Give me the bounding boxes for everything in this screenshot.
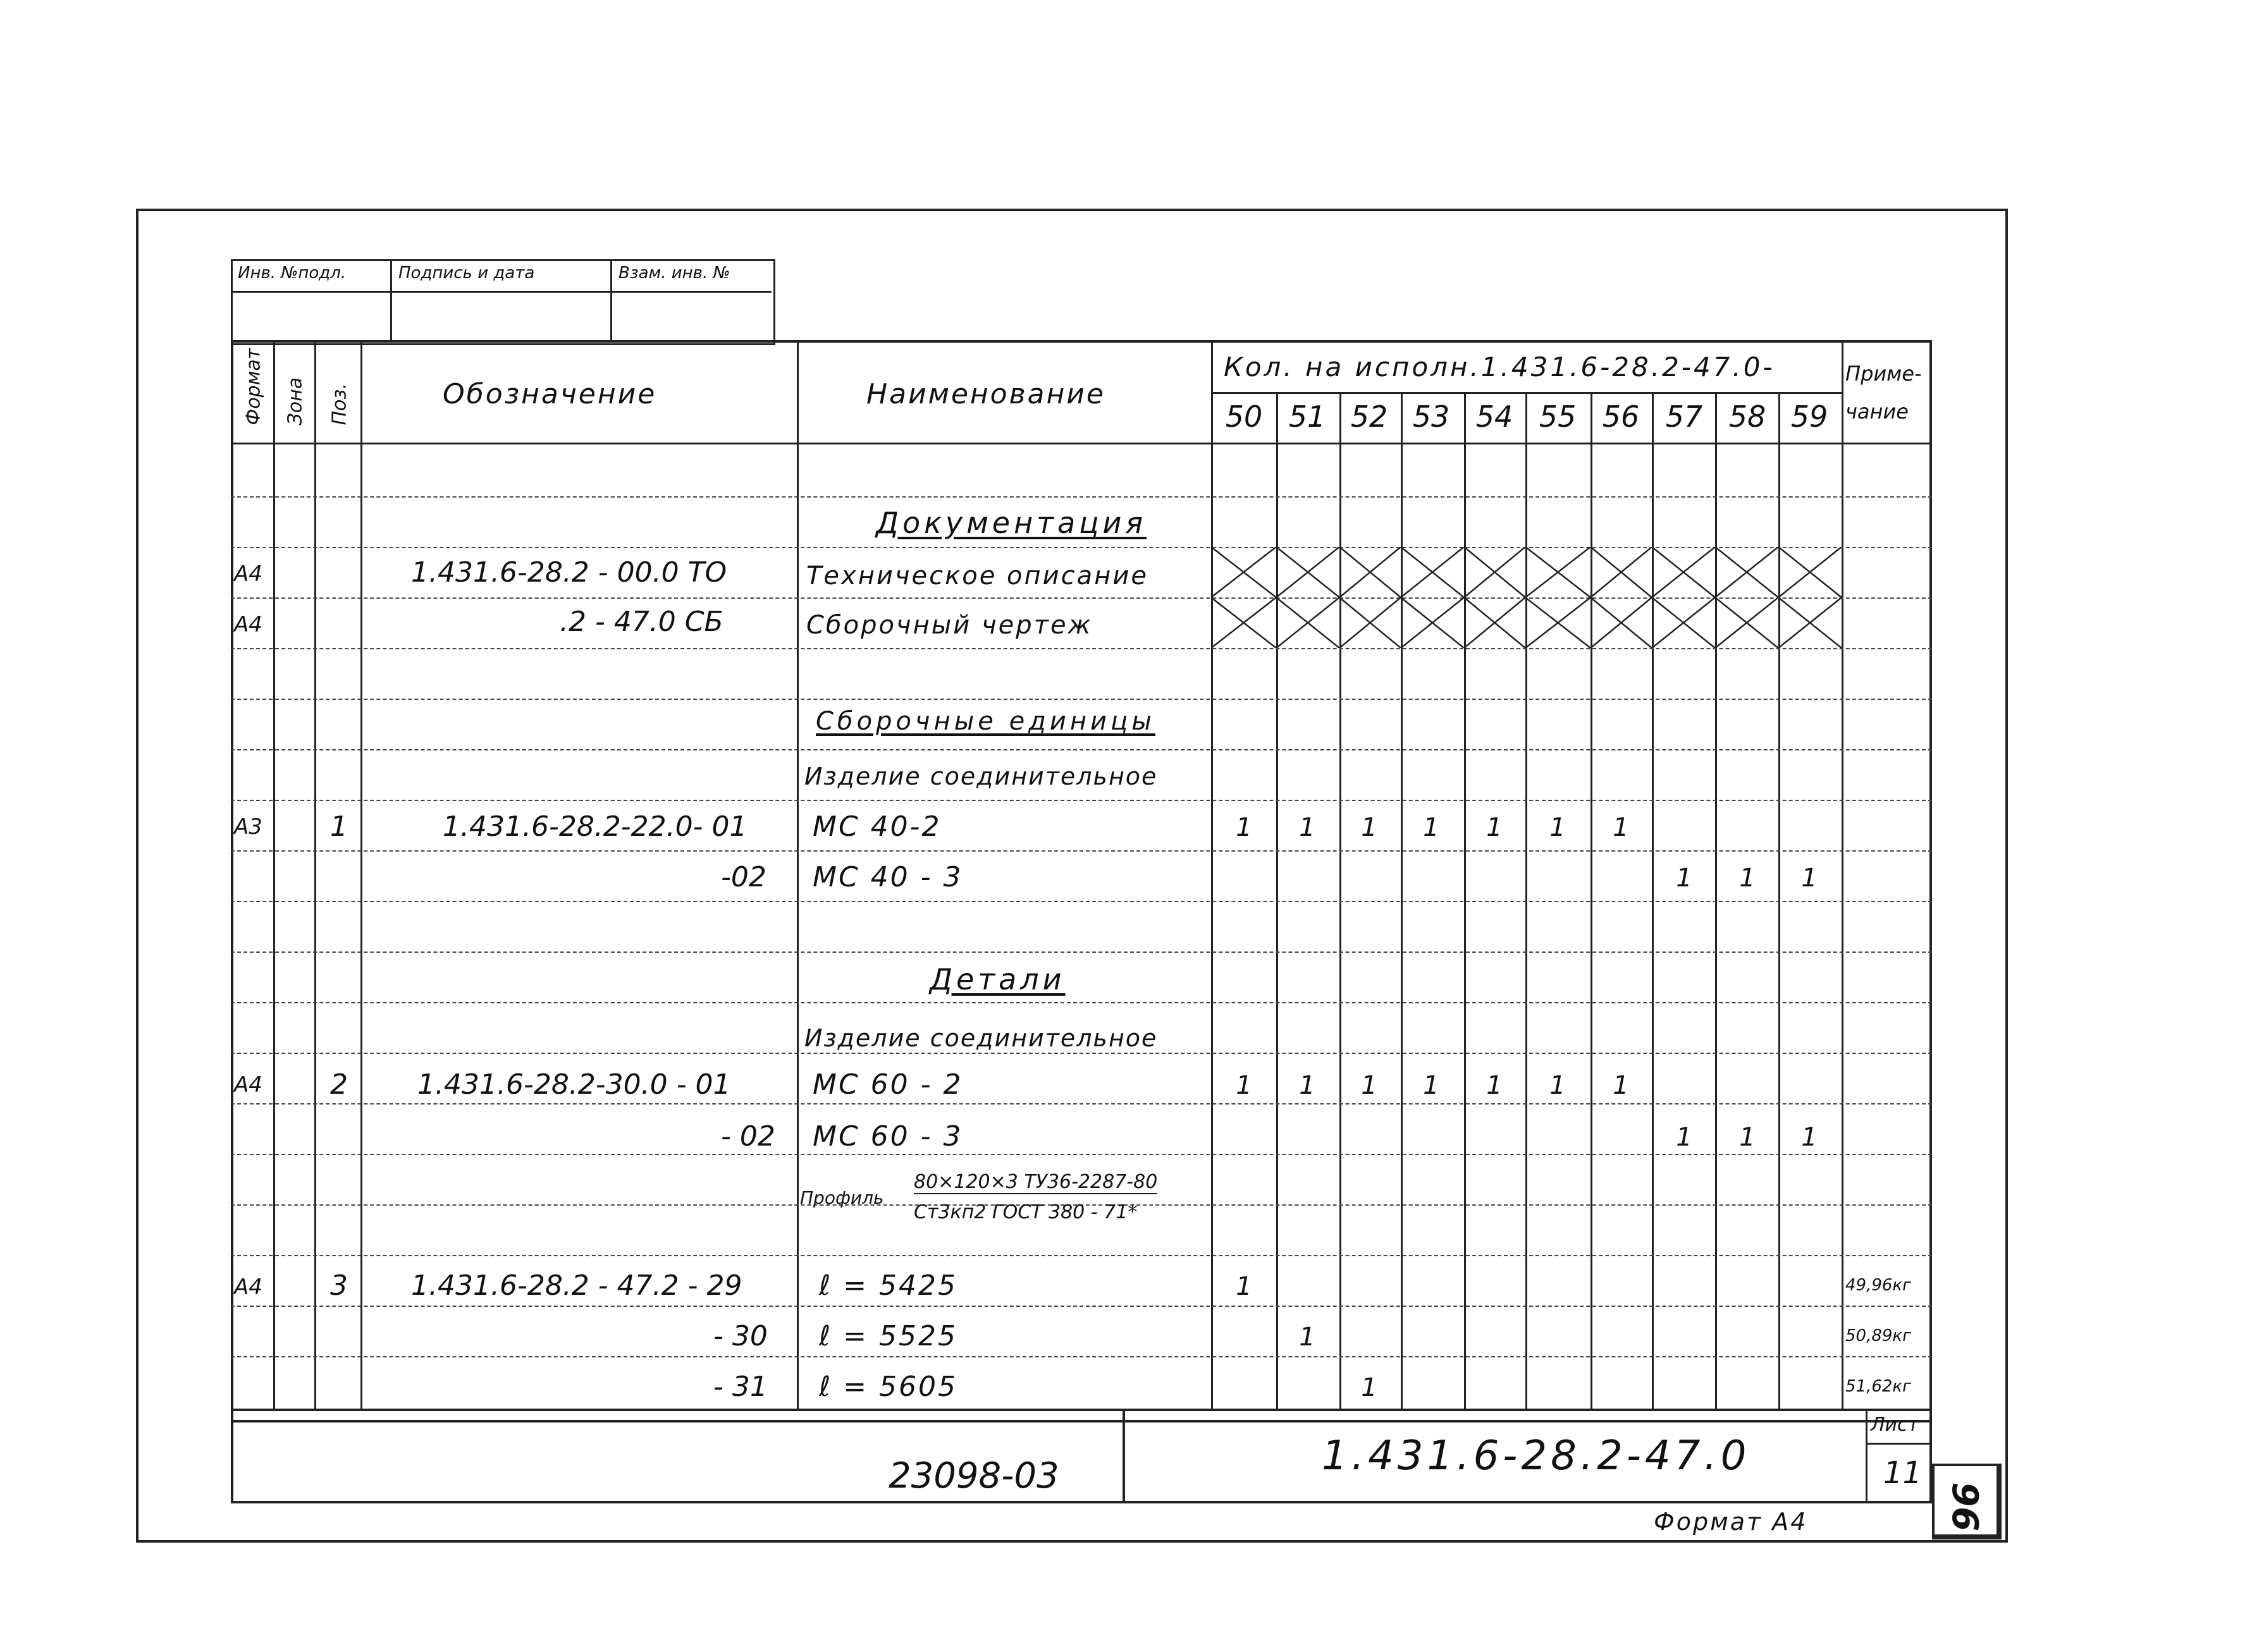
asm1-qty-52: 1 bbox=[1361, 813, 1377, 842]
variant-50: 50 bbox=[1225, 400, 1263, 434]
header-designation: Обозначение bbox=[443, 378, 657, 410]
det1-name: МС 60 - 2 bbox=[813, 1068, 963, 1101]
stamp-sign-label: Подпись и дата bbox=[398, 264, 535, 283]
header-zone: Зона bbox=[284, 377, 307, 425]
part3-qty-52: 1 bbox=[1361, 1373, 1377, 1402]
doc1-format: А4 bbox=[234, 561, 262, 587]
det2-designation: - 02 bbox=[721, 1120, 775, 1153]
asm2-designation: -02 bbox=[721, 861, 766, 893]
section-details: Детали bbox=[930, 962, 1066, 996]
part2-note: 50,89кг bbox=[1845, 1326, 1911, 1345]
footer-format: Формат А4 bbox=[1654, 1508, 1808, 1536]
doc2-format: А4 bbox=[234, 612, 262, 637]
asm1-pos: 1 bbox=[330, 811, 348, 843]
stamp-vzam-label: Взам. инв. № bbox=[618, 264, 730, 283]
variant-55: 55 bbox=[1539, 400, 1577, 434]
part2-designation: - 30 bbox=[713, 1320, 768, 1352]
stamp-block bbox=[231, 259, 775, 345]
asm2-qty-57: 1 bbox=[1676, 864, 1692, 893]
header-note-top: Приме- bbox=[1845, 362, 1922, 386]
doc-crosshatch bbox=[1211, 547, 1842, 648]
header-name: Наименование bbox=[866, 378, 1105, 410]
det1-qty-54: 1 bbox=[1486, 1071, 1503, 1100]
variant-56: 56 bbox=[1602, 400, 1640, 434]
section-documentation: Документация bbox=[876, 506, 1147, 540]
part3-name: ℓ = 5605 bbox=[819, 1371, 957, 1403]
det2-qty-59: 1 bbox=[1801, 1123, 1818, 1152]
det1-qty-53: 1 bbox=[1423, 1071, 1439, 1100]
doc2-designation: .2 - 47.0 СБ bbox=[560, 606, 723, 638]
variant-51: 51 bbox=[1288, 400, 1326, 434]
header-qty-caption: Кол. на исполн.1.431.6-28.2-47.0- bbox=[1224, 352, 1775, 382]
profile-bottom: Ст3кп2 ГОСТ 380 - 71* bbox=[914, 1201, 1138, 1223]
variant-58: 58 bbox=[1728, 400, 1766, 434]
det1-qty-52: 1 bbox=[1361, 1071, 1377, 1100]
det1-pos: 2 bbox=[330, 1068, 348, 1101]
profile-top: 80×120×3 ТУ36-2287-80 bbox=[914, 1171, 1158, 1193]
part2-name: ℓ = 5525 bbox=[819, 1320, 957, 1352]
det2-name: МС 60 - 3 bbox=[813, 1120, 963, 1153]
page-stamp: 96 bbox=[1946, 1482, 1988, 1532]
det1-qty-51: 1 bbox=[1299, 1071, 1315, 1100]
det1-qty-56: 1 bbox=[1613, 1071, 1629, 1100]
variant-53: 53 bbox=[1412, 400, 1450, 434]
det2-qty-57: 1 bbox=[1676, 1123, 1692, 1152]
asm1-designation: 1.431.6-28.2-22.0- 01 bbox=[443, 811, 748, 843]
part1-format: А4 bbox=[234, 1275, 262, 1300]
doc1-name: Техническое описание bbox=[806, 561, 1148, 590]
asm1-qty-53: 1 bbox=[1423, 813, 1439, 842]
part1-name: ℓ = 5425 bbox=[819, 1270, 957, 1302]
det1-qty-55: 1 bbox=[1549, 1071, 1566, 1100]
det-caption: Изделие соединительное bbox=[804, 1024, 1158, 1052]
doc1-designation: 1.431.6-28.2 - 00.0 ТО bbox=[411, 556, 727, 589]
det1-format: А4 bbox=[234, 1072, 262, 1098]
variant-54: 54 bbox=[1475, 400, 1513, 434]
stamp-inv-label: Инв. №подл. bbox=[238, 264, 347, 283]
footer-sheet-label: Лист bbox=[1871, 1414, 1919, 1436]
header-format: Формат bbox=[242, 348, 265, 425]
variant-59: 59 bbox=[1790, 400, 1828, 434]
profile-label: Профиль bbox=[800, 1187, 884, 1208]
header-pos: Поз. bbox=[328, 383, 351, 425]
asm1-qty-55: 1 bbox=[1549, 813, 1566, 842]
asm1-format: А3 bbox=[234, 814, 262, 840]
part1-note: 49,96кг bbox=[1845, 1276, 1911, 1295]
part1-designation: 1.431.6-28.2 - 47.2 - 29 bbox=[411, 1270, 742, 1302]
det2-qty-58: 1 bbox=[1739, 1123, 1756, 1152]
asm2-name: МС 40 - 3 bbox=[813, 861, 963, 893]
footer-number: 23098-03 bbox=[889, 1455, 1059, 1496]
variant-52: 52 bbox=[1350, 400, 1388, 434]
header-note-bottom: чание bbox=[1845, 400, 1909, 424]
section-assembly-units: Сборочные единицы bbox=[816, 707, 1155, 736]
asm-caption: Изделие соединительное bbox=[804, 762, 1158, 790]
asm1-qty-54: 1 bbox=[1486, 813, 1503, 842]
footer-sheet: 11 bbox=[1883, 1455, 1923, 1491]
asm2-qty-58: 1 bbox=[1739, 864, 1756, 893]
asm1-name: МС 40-2 bbox=[813, 811, 942, 843]
footer-doc-code: 1.431.6-28.2-47.0 bbox=[1322, 1433, 1751, 1479]
part3-note: 51,62кг bbox=[1845, 1377, 1911, 1396]
det1-designation: 1.431.6-28.2-30.0 - 01 bbox=[417, 1068, 731, 1101]
part3-designation: - 31 bbox=[713, 1371, 768, 1403]
variant-57: 57 bbox=[1665, 400, 1703, 434]
det1-qty-50: 1 bbox=[1236, 1071, 1252, 1100]
asm1-qty-50: 1 bbox=[1236, 813, 1252, 842]
part1-qty-50: 1 bbox=[1236, 1272, 1252, 1301]
asm2-qty-59: 1 bbox=[1801, 864, 1818, 893]
asm1-qty-56: 1 bbox=[1613, 813, 1629, 842]
doc2-name: Сборочный чертеж bbox=[806, 611, 1093, 640]
part1-pos: 3 bbox=[330, 1270, 348, 1302]
asm1-qty-51: 1 bbox=[1299, 813, 1315, 842]
part2-qty-51: 1 bbox=[1299, 1323, 1315, 1352]
